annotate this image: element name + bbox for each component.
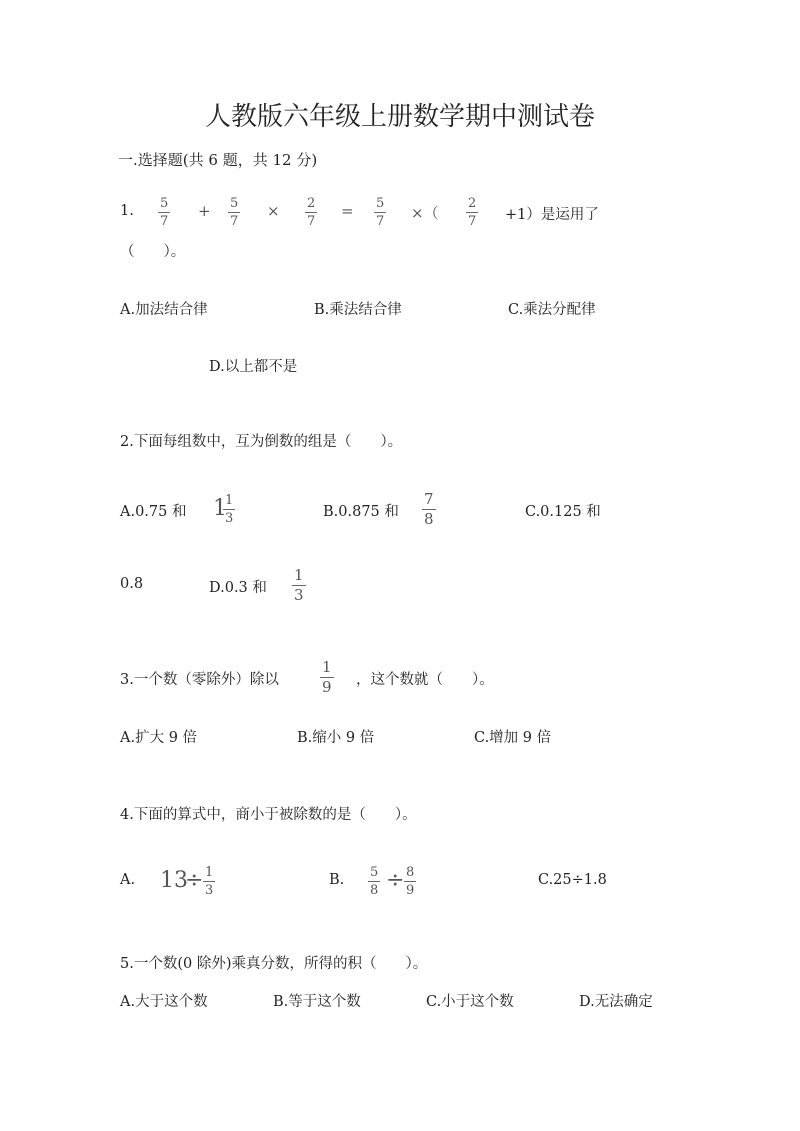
q2-option-d-label[interactable]: D.0.3 和 — [209, 580, 267, 596]
q2-option-c-continued: 0.8 — [120, 576, 144, 592]
q4-option-b-label[interactable]: B. — [329, 872, 345, 888]
q1-f5-numerator: 2 — [468, 196, 477, 211]
q1-f2-numerator: 5 — [230, 196, 239, 211]
q1-f1-numerator: 5 — [160, 196, 169, 211]
fraction-bar — [223, 509, 235, 510]
fraction-bar — [466, 212, 478, 213]
q1-option-a[interactable]: A.加法结合律 — [120, 302, 208, 318]
q3-fraction — [320, 660, 334, 695]
q2-b-denominator: 8 — [424, 510, 434, 528]
q1-f5-denominator: 7 — [468, 214, 477, 229]
q5-option-d[interactable]: D.无法确定 — [579, 994, 653, 1010]
q4-b2-denominator: 9 — [406, 883, 415, 898]
q4-b2-numerator: 8 — [406, 865, 415, 880]
q2-a-fraction — [223, 494, 235, 525]
q2-option-c-label[interactable]: C.0.125 和 — [525, 504, 601, 520]
fraction-bar — [158, 212, 170, 213]
q1-f2-denominator: 7 — [230, 214, 239, 229]
q1-option-c[interactable]: C.乘法分配律 — [508, 302, 596, 318]
q2-text: 2.下面每组数中，互为倒数的组是（ ）。 — [120, 434, 403, 450]
q1-option-b[interactable]: B.乘法结合律 — [314, 302, 402, 318]
q1-f4-numerator: 5 — [376, 196, 385, 211]
q2-d-denominator: 3 — [294, 586, 304, 604]
q1-number: 1. — [120, 203, 134, 219]
q4-b1-denominator: 8 — [370, 883, 379, 898]
q1-fraction-1 — [158, 197, 170, 228]
q3-option-c[interactable]: C.增加 9 倍 — [474, 730, 552, 746]
q2-d-fraction — [292, 568, 306, 603]
q4-a-integer: 13 — [160, 868, 188, 893]
q2-d-numerator: 1 — [294, 566, 304, 584]
q5-option-b[interactable]: B.等于这个数 — [273, 994, 361, 1010]
q1-option-d[interactable]: D.以上都不是 — [209, 359, 298, 375]
q4-option-c[interactable]: C.25÷1.8 — [538, 872, 607, 888]
q1-fraction-3 — [305, 197, 317, 228]
q1-answer-blank: （ ）。 — [120, 244, 186, 260]
q2-option-b-label[interactable]: B.0.875 和 — [323, 504, 399, 520]
q1-equals: = — [341, 202, 354, 220]
q4-option-a-label[interactable]: A. — [120, 872, 136, 888]
q4-a-denominator: 3 — [205, 883, 214, 898]
q3-text-before: 3.一个数（零除外）除以 — [120, 672, 279, 688]
q2-a-integer: 1 — [213, 496, 227, 521]
q1-plus: + — [198, 202, 211, 220]
section-heading: 一.选择题(共 6 题，共 12 分) — [118, 151, 318, 169]
q1-f4-denominator: 7 — [376, 214, 385, 229]
q1-times-paren: ×（ — [411, 204, 439, 222]
q4-b-fraction-1 — [368, 866, 380, 897]
q4-text: 4.下面的算式中，商小于被除数的是（ ）。 — [120, 807, 417, 823]
q3-option-a[interactable]: A.扩大 9 倍 — [120, 730, 198, 746]
q5-option-a[interactable]: A.大于这个数 — [120, 994, 208, 1010]
q3-text-after: ，这个数就（ ）。 — [356, 672, 494, 688]
fraction-bar — [368, 881, 380, 882]
q1-tail-text: +1）是运用了 — [505, 207, 599, 223]
fraction-bar — [374, 212, 386, 213]
q2-option-a-label[interactable]: A.0.75 和 — [120, 504, 187, 520]
q5-text: 5.一个数(0 除外)乘真分数，所得的积（ ）。 — [120, 956, 428, 972]
q2-a-denominator: 3 — [225, 511, 234, 526]
q1-f3-denominator: 7 — [307, 214, 316, 229]
fraction-bar — [203, 881, 215, 882]
q4-a-fraction — [203, 866, 215, 897]
q4-b-divide: ÷ — [386, 868, 405, 893]
fraction-bar — [305, 212, 317, 213]
q3-numerator: 1 — [322, 658, 332, 676]
q2-a-numerator: 1 — [225, 493, 234, 508]
q4-b1-numerator: 5 — [370, 865, 379, 880]
q3-denominator: 9 — [322, 678, 332, 696]
q5-option-c[interactable]: C.小于这个数 — [426, 994, 514, 1010]
q1-fraction-2 — [228, 197, 240, 228]
page-title: 人教版六年级上册数学期中测试卷 — [204, 102, 595, 132]
fraction-bar — [228, 212, 240, 213]
q1-fraction-5 — [466, 197, 478, 228]
q4-a-divide: ÷ — [185, 868, 204, 893]
q4-b-fraction-2 — [404, 866, 416, 897]
q1-f1-denominator: 7 — [160, 214, 169, 229]
q1-f3-numerator: 2 — [307, 196, 316, 211]
q2-b-numerator: 7 — [424, 490, 434, 508]
fraction-bar — [404, 881, 416, 882]
q1-times: × — [267, 202, 280, 220]
q2-b-fraction — [422, 492, 436, 527]
q1-fraction-4 — [374, 197, 386, 228]
q4-a-numerator: 1 — [205, 865, 214, 880]
q3-option-b[interactable]: B.缩小 9 倍 — [297, 730, 375, 746]
